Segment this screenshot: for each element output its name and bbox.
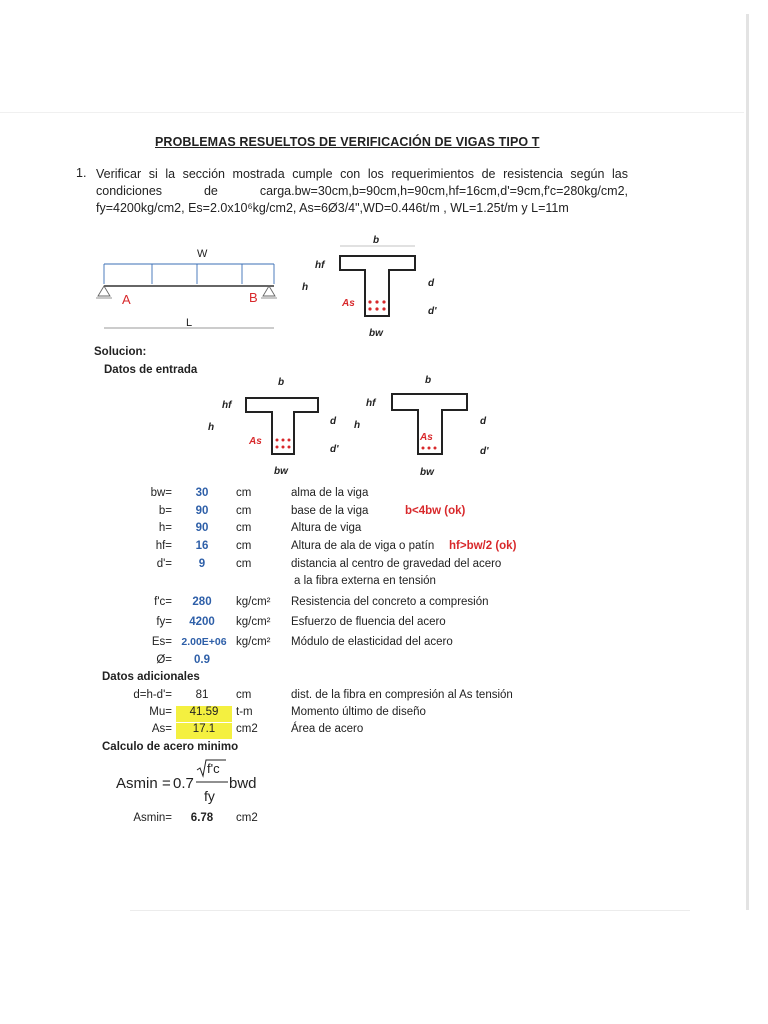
svg-text:d: d — [428, 278, 435, 289]
svg-text:bw: bw — [274, 466, 288, 477]
problem-line-2: condiciones de carga.bw=30cm,b=90cm,h=90cm,hf=16cm,d'=9cm,f'c=280kg/cm2, — [96, 184, 628, 198]
svg-text:h: h — [354, 420, 361, 431]
svg-text:As: As — [249, 436, 262, 447]
page-bottom-border — [130, 910, 690, 911]
input-row-dp-cont: a la fibra externa en tensión — [294, 575, 436, 587]
asmin-row: Asmin= 6.78 cm2 — [133, 812, 258, 824]
svg-text:b: b — [278, 377, 285, 388]
extra-row-as: As= 17.1 cm2 Área de acero — [0, 723, 744, 741]
beam-diagram — [94, 240, 284, 340]
svg-text:bwd: bwd — [229, 775, 257, 792]
t-section-right — [352, 374, 502, 484]
solution-heading: Solucion: — [94, 346, 147, 358]
svg-text:d': d' — [480, 446, 489, 457]
input-row-fy: fy= 4200 kg/cm² Esfuerzo de fluencia del acero — [156, 616, 446, 628]
document-title: PROBLEMAS RESUELTOS DE VERIFICACIÓN DE VIGAS TIPO T — [155, 135, 540, 149]
check-hf: hf>bw/2 (ok) — [449, 540, 517, 552]
svg-text:=: = — [162, 775, 171, 792]
svg-text:b: b — [425, 375, 432, 386]
input-row-hf: hf= 16 cm Altura de ala de viga o patín hf>bw/2 (ok) — [155, 540, 517, 552]
svg-text:Asmin: Asmin — [116, 775, 158, 792]
svg-text:d': d' — [428, 306, 437, 317]
svg-text:hf: hf — [222, 400, 232, 411]
svg-text:As: As — [342, 298, 355, 309]
t-section-main — [300, 232, 450, 347]
svg-text:bw: bw — [369, 328, 383, 339]
problem-number: 1. — [76, 166, 87, 180]
problem-statement — [96, 166, 628, 217]
svg-text:d': d' — [330, 444, 339, 455]
check-b: b<4bw (ok) — [405, 505, 466, 517]
svg-text:bw: bw — [420, 467, 434, 478]
svg-text:hf: hf — [315, 260, 325, 271]
svg-text:h: h — [208, 422, 215, 433]
svg-text:0.7: 0.7 — [173, 775, 194, 792]
problem-line-1: Verificar si la sección mostrada cumple con los requerimientos de resistencia según las — [96, 167, 628, 181]
span-label: L — [186, 317, 193, 329]
load-label: W — [197, 248, 208, 260]
support-a-label: A — [122, 292, 131, 307]
input-row-b: b= 90 cm base de la viga b<4bw (ok) — [158, 505, 466, 517]
input-row-bw: bw= 30 cm alma de la viga — [150, 487, 369, 499]
problem-line-3: fy=4200kg/cm2, Es=2.0x10⁶kg/cm2, As=6Ø3/4",WD=0.446t/m , WL=1.25t/m y L=11m — [96, 201, 569, 215]
input-data-heading: Datos de entrada — [104, 364, 198, 376]
min-steel-heading: Calculo de acero minimo — [102, 741, 239, 753]
svg-text:f'c: f'c — [207, 761, 220, 776]
svg-text:hf: hf — [366, 398, 376, 409]
page-edge — [746, 14, 749, 910]
t-section-left — [200, 374, 350, 484]
asmin-formula — [116, 756, 266, 806]
support-b-label: B — [249, 290, 258, 305]
svg-text:b: b — [373, 235, 380, 246]
page-top-border — [0, 112, 744, 113]
input-row-phi: Ø= 0.9 — [156, 654, 210, 666]
svg-text:h: h — [302, 282, 309, 293]
svg-text:d: d — [330, 416, 337, 427]
input-row-es: Es= 2.00E+06 kg/cm² Módulo de elasticidad del acero — [151, 636, 453, 648]
svg-text:fy: fy — [204, 788, 215, 804]
extra-data-heading: Datos adicionales — [102, 671, 200, 683]
extra-row-mu: Mu= 41.59 t-m Momento último de diseño — [0, 706, 744, 724]
svg-text:As: As — [420, 432, 433, 443]
input-row-fc: f'c= 280 kg/cm² Resistencia del concreto a compresión — [154, 596, 489, 608]
extra-row-d: d=h-d'= 81 cm dist. de la fibra en compresión al As tensión — [133, 689, 513, 701]
input-row-h: h= 90 cm Altura de viga — [158, 522, 362, 534]
svg-text:d: d — [480, 416, 487, 427]
input-row-dp: d'= 9 cm distancia al centro de gravedad del acero — [156, 558, 502, 570]
